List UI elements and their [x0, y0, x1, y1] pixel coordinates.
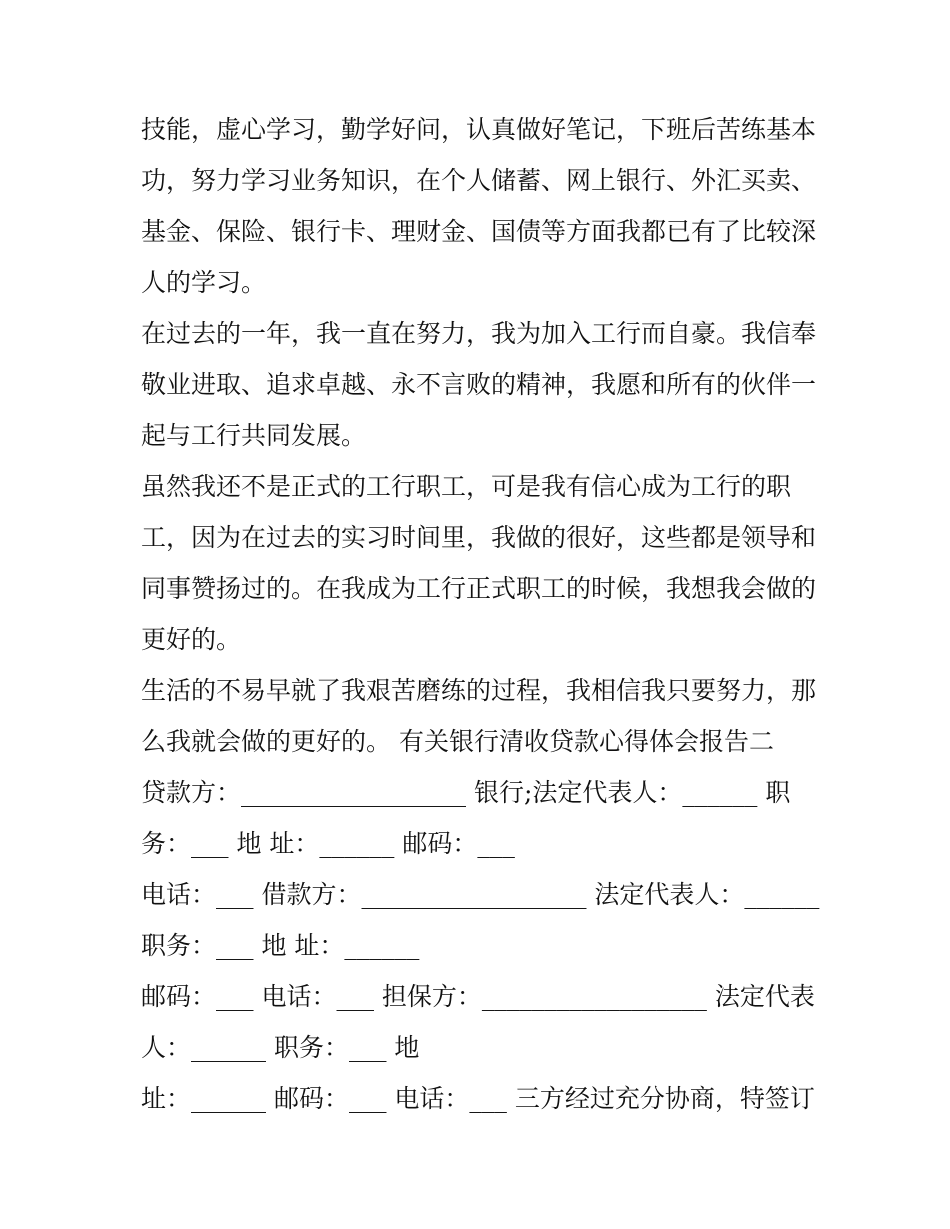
text-line: 起与工行共同发展。 — [141, 421, 367, 450]
text-line: 职务：___ 地 址：______ — [141, 931, 420, 960]
text-line: 在过去的一年，我一直在努力，我为加入工行而自豪。我信奉 — [141, 319, 817, 348]
text-line: 么我就会做的更好的。 有关银行清收贷款心得体会报告二 — [141, 727, 774, 756]
text-line: 功，努力学习业务知识，在个人储蓄、网上银行、外汇买卖、 — [141, 166, 817, 195]
body-text — [141, 104, 821, 1124]
text-line: 址：______ 邮码：___ 电话：___ 三方经过充分协商，特签订 — [141, 1084, 815, 1113]
text-line: 工，因为在过去的实习时间里，我做的很好，这些都是领导和 — [141, 523, 817, 552]
text-line: 敬业进取、追求卓越、永不言败的精神，我愿和所有的伙伴一 — [141, 370, 817, 399]
text-line: 人的学习。 — [141, 268, 267, 297]
text-line: 生活的不易早就了我艰苦磨练的过程，我相信我只要努力，那 — [141, 676, 817, 705]
text-line: 务：___ 地 址：______ 邮码：___ — [141, 829, 515, 858]
text-line: 基金、保险、银行卡、理财金、国债等方面我都已有了比较深 — [141, 217, 817, 246]
text-line: 虽然我还不是正式的工行职工，可是我有信心成为工行的职 — [141, 472, 792, 501]
text-line: 同事赞扬过的。在我成为工行正式职工的时候，我想我会做的 — [141, 574, 817, 603]
text-line: 技能，虚心学习，勤学好问，认真做好笔记，下班后苦练基本 — [141, 115, 817, 144]
text-line: 邮码：___ 电话：___ 担保方：__________________ 法定代表 — [141, 982, 815, 1011]
text-line: 人：______ 职务：___ 地 — [141, 1033, 420, 1062]
text-line: 更好的。 — [141, 625, 242, 654]
text-line: 贷款方：__________________ 银行;法定代表人：______ 职 — [141, 778, 791, 807]
text-line: 电话：___ 借款方：__________________ 法定代表人：______ — [141, 880, 820, 909]
